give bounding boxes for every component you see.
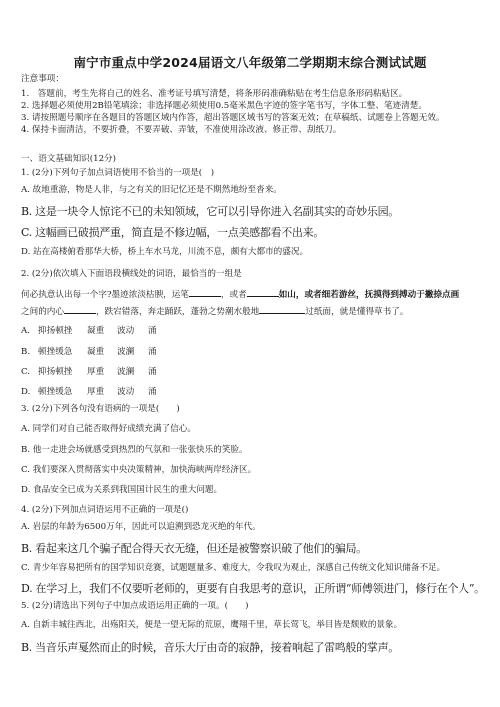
q4-stem: 4. (2分)下列加点词语运用不正确的一项是() [21, 505, 189, 515]
q2-passage-1a: 何必执意认出每一个字?墨迹浓淡枯腴，运笔 [21, 290, 189, 300]
answer-blank-3 [64, 305, 96, 314]
q2-option-row: B. 顿挫缓急 凝重 波澜 涌 [21, 347, 157, 357]
q1-stem: 1. (2分)下列句子加点词语使用不恰当的一项是( ) [21, 168, 215, 178]
q3-option-c: C. 我们要深入贯彻落实中央决策精神，加快海峡两岸经济区。 [21, 465, 257, 475]
q4-option-c: C. 青少年容易把所有的国学知识竞赛，试题题量多、难度大，令我叹为观止，深感自己传统文化知识储备不足。 [21, 563, 446, 573]
q3-option-d: D. 食品安全已成为关系到我国国计民生的重大问题。 [21, 485, 223, 495]
q2-passage-1c: 如山，或者细若游丝，抚摸得到搏动于撇捺点画 [278, 290, 460, 300]
q1-option-a: A. 故地重游，物是人非，与之有关的旧记忆还是不期然地纷至沓来。 [21, 185, 282, 195]
notice-heading: 注意事项： [21, 74, 64, 84]
q3-option-a: A. 同学们对自己能否取得好成绩充满了信心。 [21, 424, 196, 434]
q5-option-b: B. 当音乐声戛然而止的时候，音乐大厅由奇的寂静，接着响起了雷鸣般的掌声。 [21, 641, 399, 654]
q2-passage-line-1 [21, 288, 459, 301]
q2-option-row: D. 顿挫缓急 厚重 波动 涌 [21, 387, 157, 397]
answer-blank-1 [189, 288, 221, 297]
q1-option-b: B. 这是一块令人惊诧不已的未知领域，它可以引导你进入名副其实的奇妙乐园。 [21, 205, 399, 218]
q1-option-d: D. 站在高楼俯看那华大桥，桥上车水马龙，川流不息，颇有大都市的盛况。 [21, 247, 309, 257]
section-heading: 一、语文基础知识(12分) [21, 154, 116, 164]
notice-item-3: 3. 请按照题号顺序在各题目的答题区域内作答，超出答题区域书写的答案无效；在草稿纸、试题卷上答题无效。 [21, 113, 445, 123]
q2-stem: 2. (2分)依次填入下面语段横线处的词语，最恰当的一组是 [21, 269, 242, 279]
q2-option-row: A. 抑扬顿挫 凝重 波动 涌 [21, 326, 157, 336]
q2-passage-line-2 [21, 305, 408, 318]
q2-passage-2c: 过纸面，就是懂得草书了。 [305, 307, 409, 317]
q4-option-b: B. 看起来这几个骗子配合得天衣无缝，但还是被警察识破了他们的骗局。 [21, 542, 367, 555]
exam-title: 南宁市重点中学2024届语文八年级第二学期期末综合测试试题 [73, 55, 427, 70]
q1-option-c: C. 这幅画已破损严重，简直是不修边幅，一点美感都看不出来。 [21, 226, 325, 239]
q4-option-a: A. 岩层的年龄为6500万年，因此可以追溯到恐龙灭绝的年代。 [21, 522, 261, 532]
answer-blank-2 [247, 288, 279, 297]
q5-option-a: A. 自新丰城往西北，出殇阳关，便是一望无际的荒原，鹰翔千里，草长莺飞，举目皆是颓败的景象。 [21, 620, 403, 630]
notice-item-4: 4. 保持卡面清洁，不要折叠，不要弄破、弄皱，不准使用涂改液、修正带、刮纸刀。 [21, 125, 342, 135]
q3-option-b: B. 他一走进会场就感受到热烈的气氛和一张张快乐的笑脸。 [21, 445, 248, 455]
q2-passage-2b: ，跌宕错落，奔走踊跃，蓬勃之势潮水般地 [95, 307, 260, 317]
q2-passage-1b: ，或者 [220, 290, 247, 300]
notice-item-2: 2. 选择题必须使用2B铅笔填涂；非选择题必须使用0.5毫米黑色字迹的签字笔书写，字体工整、笔迹清楚。 [21, 101, 427, 111]
q5-stem: 5. (2分)请选出下列句子中加点成语运用正确的一项。( ) [21, 601, 249, 611]
notice-item-1: 1. 答题前，考生先将自己的姓名、准考证号填写清楚，将条形码准确粘贴在考生信息条形码粘贴区。 [21, 89, 408, 99]
q2-passage-2a: 之间的内心 [21, 307, 64, 317]
q3-stem: 3. (2分)下列各句没有语病的一项是( ) [21, 404, 180, 414]
q4-option-d: D. 在学习上，我们不仅要听老师的，更要有自我思考的意识，正所谓“师傅领进门，修行在个人”。 [21, 582, 485, 595]
answer-blank-4 [259, 305, 305, 314]
q2-option-row: C. 抑扬顿挫 厚重 波澜 涌 [21, 367, 157, 377]
